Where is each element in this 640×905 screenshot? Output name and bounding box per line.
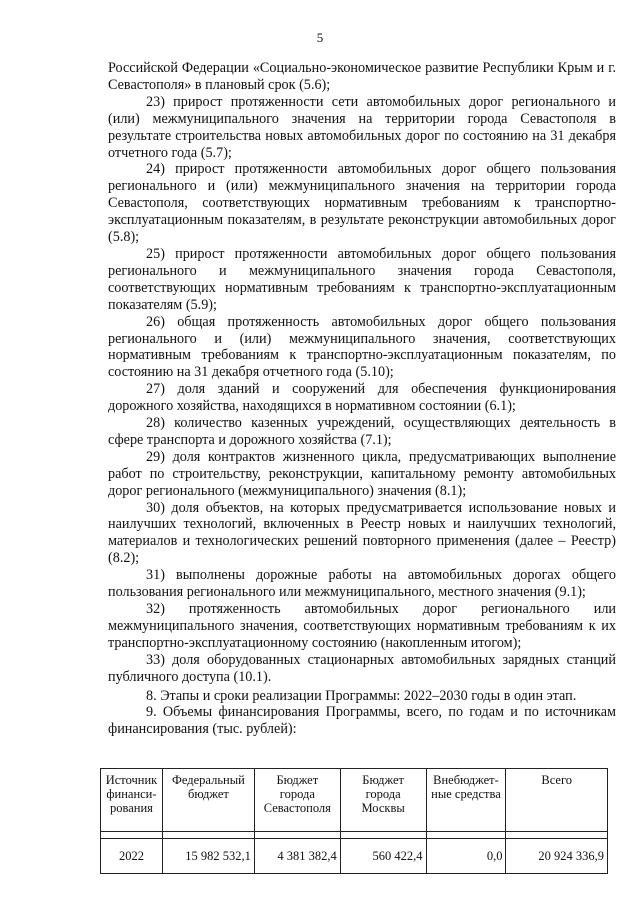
column-header-extrabudgetary: Внебюджет-ные средства: [426, 769, 506, 832]
column-header-total: Всего: [506, 769, 608, 832]
list-item-30: 30) доля объектов, на которых предусматривается использование новых и наилучших технологий, включенных в Реестр новых и наилучших технологий, материалов и технологических решений повторного применения (далее – Реестр) (8.2);: [108, 499, 616, 567]
document-body: [108, 60, 616, 738]
list-item-31: 31) выполнены дорожные работы на автомобильных дорогах общего пользования регионального или межмуниципального, местного значения (9.1);: [108, 567, 616, 601]
page-number: 5: [316, 30, 324, 45]
list-item-24: 24) прирост протяженности автомобильных дорог общего пользования регионального и (или) межмуниципального значения на территории города Севастополя, соответствующих нормативным требованиям к транспортно-эксплуатационным показателям, в результате реконструкции автомобильных дорог (5.8);: [108, 161, 616, 246]
list-item-28: 28) количество казенных учреждений, осуществляющих деятельность в сфере транспорта и дорожного хозяйства (7.1);: [108, 415, 616, 448]
paragraph: Российской Федерации «Социально-экономическое развитие Республики Крым и г. Севастополя» в плановый срок (5.6);: [108, 60, 616, 93]
table-row: [101, 839, 608, 874]
column-header-federal-budget: Федеральный бюджет: [162, 769, 254, 832]
column-header-sevastopol-budget: Бюджет города Севастополя: [254, 769, 340, 832]
list-item-26: 26) общая протяженность автомобильных дорог общего пользования регионального и (или) межмуниципального значения, соответствующих нормативным требованиям к транспортно-эксплуатационным показателям, по состоянию на 31 декабря отчетного года (5.10);: [108, 313, 616, 381]
list-item-32: 32) протяженность автомобильных дорог регионального или межмуниципального значения, соответствующих нормативным требованиям к их транспортно-эксплуатационному состоянию (накопленным итогом);: [108, 601, 616, 651]
list-item-29: 29) доля контрактов жизненного цикла, предусматривающих выполнение работ по строительству, реконструкции, капитальному ремонту автомобильных дорог регионального (межмуниципального) значения (8.1);: [108, 448, 616, 499]
list-item-25: 25) прирост протяженности автомобильных дорог общего пользования регионального и межмуниципального значения города Севастополя, соответствующих нормативным требованиям к транспортно-эксплуатационным показателям (5.9);: [108, 245, 616, 313]
section-9-paragraph: 9. Объемы финансирования Программы, всего, по годам и по источникам финансирования (тыс. рублей):: [108, 704, 616, 738]
table-cell-moscow: 560 422,4: [340, 839, 426, 874]
section-8-paragraph: 8. Этапы и сроки реализации Программы: 2022–2030 годы в один этап.: [146, 687, 577, 704]
table-cell-federal: 15 982 532,1: [162, 839, 254, 874]
table-cell-total: 20 924 336,9: [506, 839, 608, 874]
table-header-row: [101, 769, 608, 832]
column-header-moscow-budget: Бюджет города Москвы: [340, 769, 426, 832]
list-item-23: 23) прирост протяженности сети автомобильных дорог регионального и (или) межмуниципального значения на территории города Севастополя в результате строительства новых автомобильных дорог по состоянию на 31 декабря отчетного года (5.7);: [108, 93, 616, 161]
table-spacer-row: [101, 832, 608, 839]
list-item-33: 33) доля оборудованных стационарных автомобильных зарядных станций публичного доступа (10.1).: [108, 651, 616, 685]
list-item-27: 27) доля зданий и сооружений для обеспечения функционирования дорожного хозяйства, находящихся в нормативном состоянии (6.1);: [108, 381, 616, 415]
table-cell-sevastopol: 4 381 382,4: [254, 839, 340, 874]
column-header-source: Источник финанси-рования: [101, 769, 163, 832]
table-cell-year: 2022: [101, 839, 163, 874]
funding-table: [100, 768, 608, 874]
table-cell-extrabudgetary: 0,0: [426, 839, 506, 874]
